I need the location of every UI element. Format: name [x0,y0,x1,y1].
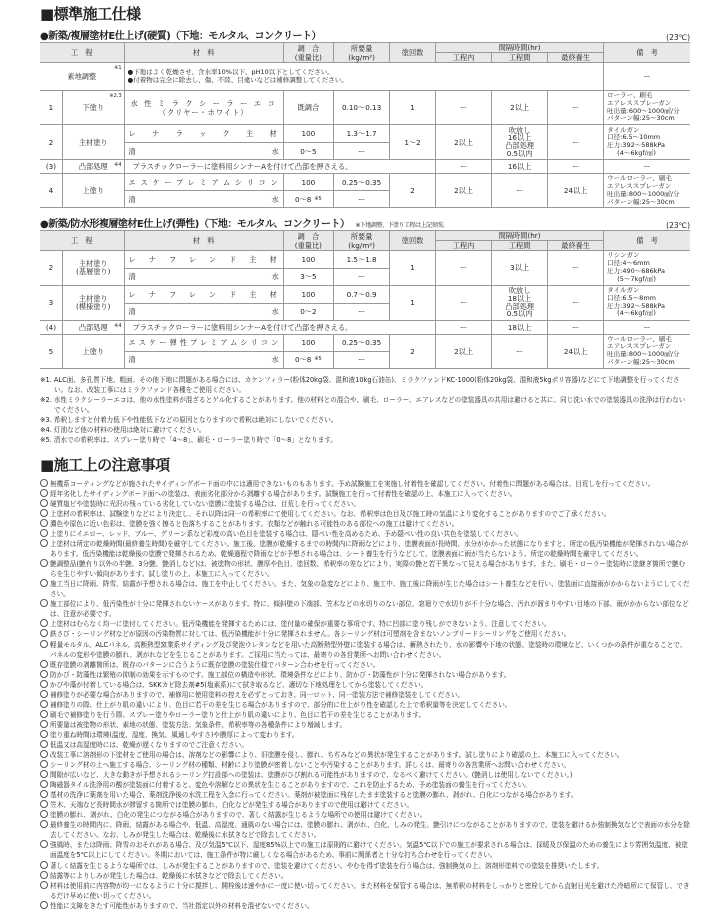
table1-subtitle: ●新築/複層塗材E仕上げ(硬質)（下地：モルタル、コンクリート） [40,31,321,42]
caution-text: 上塗材は所定の乾燥時間(最終養生時間)を厳守してください。施工後、塗膜が乾燥するまでの時間内に降雨などにより、塗膜表面が長時間、水分がかかった状態になりますと、所定の低汚染機能が発揮されない場合があります。低汚染機能は乾燥後の塗膜で発揮されるため、乾燥過程で降雨などが予想される場合は、シート養生を行うなどして、塗膜表面に雨が当たらないよう、所定の乾燥時間を厳守してください。 [50,540,689,559]
caution-text: 鉄さび・シーリング材などが原因の汚染物質に対しては、低汚染機能が十分に発揮されません。各シーリング材は可塑剤を含まないノンブリードシーリングをご使用ください。 [50,630,571,639]
caution-text: 補修塗りが必要な場合がありますので、補修用に使用塗料の控えを必ずとっておき、同一ロット、同一塗装方法で補修塗装をしてください。 [50,690,465,699]
caution-item [40,640,690,660]
caution-text: 笠木、天端など長時間水が滞留する箇所では塗膜の膨れ、白化などが発生する場合がありますので使用は避けてください。 [50,801,414,810]
prep-notes: ●下地はよく乾燥させ、含水率10%以下、pH10以下としてください。 ●付着物は完全に除去し、傷、不陸、目違いなどは補修調整してください。 [124,63,604,91]
header-ratio: 調 合 (重量比) [283,231,333,251]
circle-bullet-icon [40,519,48,527]
circle-bullet-icon [40,640,48,648]
material: レナラック主材 [124,125,283,143]
table1-subheading [40,28,690,42]
table-row [40,251,690,269]
ratio: 既調合 [283,91,333,125]
caution-text: 施工当日に降雨、降雪、結露が予想される場合は、施工を中止してください。また、気象の急変などにより、施工中、施工後に降雨が生じた場合はシート養生などを行い、塗装面に直接雨がかからないようにしてください。 [50,580,690,599]
footnote: ※4. 灯油など他の材料の使用は絶対に避けてください。 [40,425,206,434]
caution-text: 上塗材はむらなく均一に塗付してください。低汚染機能を発揮するためには、塗付量の確保が重要な事項です。特に凹部に塗り残しができないよう、注意してください。 [50,620,551,629]
ratio: 100 [283,251,333,269]
caution-item [40,901,690,911]
caution-text: 低温又は高湿度時には、乾燥が遅くなりますのでご注意ください。 [50,740,248,749]
footnotes [40,375,690,445]
circle-bullet-icon [40,700,48,708]
interval-final: ー [548,251,604,285]
circle-bullet-icon [40,670,48,678]
header-remarks: 備 考 [604,43,690,63]
step-number: 1 [40,91,62,125]
spec-table-elastic [40,230,690,368]
caution-text: 性能に支障をきたす可能性がありますので、当社指定以外の材料を混ぜないでください。 [50,901,314,910]
water: 清 水 [124,303,283,320]
caution-text: 刷毛で補修塗りを行う際、スプレー塗りやローラー塗りと仕上がり肌の違いにより、色目に若干の差を生じることがあります。 [50,710,426,719]
caution-item [40,690,690,700]
circle-bullet-icon [40,720,48,728]
caution-text: 艶調整品(艶有り以外の半艶、3分艶、艶消しなど)は、被塗物の形状、膜厚や色目、塗回数、希釈率の差などにより、実際の艶と若干異なって見える場合があります。また、刷毛・ローラー塗装時に塗継ぎ箇所で艶むらを生じやすい傾向があります。試し塗りの上、本施工に入ってください。 [50,560,686,579]
circle-bullet-icon [40,810,48,818]
header-within: 工程内 [436,53,492,63]
caution-item [40,529,690,539]
caution-text: 塗り重ね時間は環境(温度、湿度、換気、風通しやすさ)や膜厚によって変わります。 [50,730,299,739]
circle-bullet-icon [40,529,48,537]
amount: 0.7〜0.9 [334,285,390,303]
caution-text: 結露等によりしみが発生した場合は、乾燥後に水拭きなどで除去してください。 [50,871,288,880]
amount: ー [334,143,390,160]
caution-item [40,539,690,559]
material: 水性ミラクシーラーエコ （クリヤー・ホワイト） [124,91,283,125]
step-number: 4 [40,174,62,208]
caution-text: シーリング材の上へ施工する場合、シーリング材の種類、材齢により塗膜が密着しないことや汚染することがあります。詳しくは、最寄りの各営業所へお問い合わせください。 [50,761,571,770]
ratio: 0〜8 $^{※5}$ [283,351,333,368]
interval-within: ー [436,285,492,320]
amount: 1.5〜1.8 [334,251,390,269]
interval-within: 2以上 [436,125,492,160]
interval-within: 2以上 [436,174,492,208]
coats: 2 [390,334,436,368]
material: エスケープレミアムシリコン [124,174,283,191]
amount: 0.25〜0.35 [334,334,390,351]
caution-text: 陶磁器タイル洗浄用の酸が塗装面に付着すると、変色や溶解などの異状を生じることがありますので、これを防止するため、予め塗装面の養生を行ってください。 [50,781,531,790]
process-name: 凸部処理 ※4 [62,160,124,174]
interval-final: ー [548,125,604,160]
caution-item [40,780,690,790]
circle-bullet-icon [40,710,48,718]
interval-final: 24以上 [548,174,604,208]
interval-between: 吹放し 16以上 凸部処理 0.5以内 [492,125,548,160]
remarks: ローラー、刷毛 エアレススプレーガン 吐出量:600〜1000㎖/分 パターン幅:25〜30cm [604,91,690,125]
caution-text: 強風時、または降雨、降雪のおそれがある場合、及び気温5℃以下、湿度85%以上での施工は原則的に避けてください。気温5℃以下での施工が要求される場合は、採暖及び保温のための養生により雰囲気温度、被塗面温度を5℃以上にしてください。冬期においては、施工条件が特に厳しくなる場合があるため、事前に関係者と十分な打ち合わせを行ってください。 [50,841,688,860]
header-final: 最終養生 [548,241,604,251]
caution-item [40,840,690,860]
section-title-cautions: ■施工上の注意事項 [40,455,170,474]
circle-bullet-icon [40,861,48,869]
coats: 2 [390,174,436,208]
circle-bullet-icon [40,820,48,828]
caution-item [40,710,690,720]
table-row [40,125,690,143]
process-name: 主材塗り (模様塗り) [62,285,124,320]
caution-text: 最終養生の時間内に、降雨、結露がある場合や、低温、高湿度、通風のない場合には、塗膜の膨れ、剥がれ、白化、しみの発生、艶引けにつながることがありますので、塗装を避けるか強制換気などで表面の水分を除去してください。なお、しみが発生した場合は、乾燥後に水拭きなどで除去してください。 [50,821,690,840]
caution-text: 防かび・防藻性は繁殖の抑制の効果を示すものです。施工部位の構造や形状、環境条件などにより、防かび・防藻性が十分に発揮されない場合があります。 [50,670,511,679]
circle-bullet-icon [40,680,48,688]
table2-subtitle: ●新築/防水形複層塗材E仕上げ(弾性)（下地：モルタル、コンクリート） ※下地調整、下塗り工程は上記参照。 [40,219,448,231]
circle-bullet-icon [40,599,48,607]
circle-bullet-icon [40,489,48,497]
header-coats: 塗回数 [390,231,436,251]
interval-between: ー [492,334,548,368]
interval-between: 2以上 [492,91,548,125]
caution-item [40,680,690,690]
document-page [40,0,690,911]
interval-between: ー [492,174,548,208]
caution-item [40,479,690,489]
amount: 1.3〜1.7 [334,125,390,143]
cautions-list [40,479,690,911]
interval-final: ー [548,160,604,174]
process-name: 主材塗り [62,125,124,160]
caution-item [40,881,690,901]
remarks: ー [604,320,690,334]
caution-item [40,740,690,750]
header-process: 工 程 [40,43,124,63]
caution-item [40,599,690,619]
circle-bullet-icon [40,730,48,738]
interval-within: ー [436,160,492,174]
header-coats: 塗回数 [390,43,436,63]
caution-text: 上塗材の希釈率は、試験塗りなどにより決定し、それ以降は同一の希釈率にて使用してください。なお、希釈率は色目及び施工時の気温により変化することがありますのでご了承ください。 [50,509,611,518]
caution-text: 濃色や原色に近い色彩は、塗膜を強く擦ると色落ちすることがあります。衣類などが触れる可能性のある部位への施工は避けてください。 [50,519,459,528]
remarks: タイルガン 口径:6.5〜10mm 圧力:392〜588kPa (4〜6kgf/㎠) [604,125,690,160]
coats: 1〜2 [390,125,436,160]
table-row [40,174,690,191]
ratio: 100 [283,285,333,303]
step-number: 2 [40,125,62,160]
process-name: 凸部処理 ※4 [62,320,124,334]
interval-between: 16以上 [492,160,548,174]
header-remarks: 備 考 [604,231,690,251]
table-row-prep [40,63,690,91]
caution-text: 所要量は被塗物の形状、素地の状態、塗装方法、気象条件、希釈率等の各種条件により増減します。 [50,720,347,729]
caution-item [40,790,690,800]
remarks: ー [604,63,690,91]
caution-text: 材料は使用前に内容物が均一になるように十分に撹拌し、開栓後は速やかに一度に使い切ってください。また材料を保管する場合は、無希釈の材料をしっかりと密栓してから直射日光を避けた冷暗所にて保管し、できるだけ早めに使い切ってください。 [50,881,690,900]
header-within: 工程内 [436,241,492,251]
caution-text: 補修塗りの際、仕上がり肌の違いにより、色目に若干の差を生じる場合がありますので、部分的に仕上がり性を確認した上で希釈量等を決定してください。 [50,700,512,709]
caution-text: 間隙が広いなど、大きな動きが予想されるシーリング打設部への塗装は、塗膜がひび割れる可能性がありますので、なるべく避けてください。(艶消しは使用しないでください。) [50,771,573,780]
ratio: 100 [283,125,333,143]
coats: 1 [390,285,436,320]
caution-item [40,820,690,840]
circle-bullet-icon [40,750,48,758]
step-number: 2 [40,251,62,285]
remarks: リシンガン 口径:4〜6mm 圧力:490〜686kPa (5〜7kgf/㎠) [604,251,690,285]
amount: ー [334,351,390,368]
amount: ー [334,191,390,208]
interval-within: ー [436,251,492,285]
caution-item [40,770,690,780]
ratio: 3〜5 [283,268,333,285]
caution-item [40,519,690,529]
coats: 1 [390,251,436,285]
footnote: ※2. 水性ミラクシーラーエコは、他の水性塗料が混ざるとゲル化することがあります。他の材料との混合や、刷毛、ローラー、エアレスなどの塗装器具の共用は避けると共に、同じ洗い水での塗装器具の洗浄は行わないでください。 [40,395,686,414]
step-number: 5 [40,334,62,368]
circle-bullet-icon [40,690,48,698]
remarks: タイルガン 口径:6.5〜8mm 圧力:392〜588kPa (4〜6kgf/㎠) [604,285,690,320]
material: レナフレンド主材 [124,251,283,269]
amount: ー [334,303,390,320]
table-row [40,320,690,334]
caution-item [40,660,690,670]
table-header-row [40,231,690,241]
circle-bullet-icon [40,660,48,668]
caution-item [40,810,690,820]
circle-bullet-icon [40,619,48,627]
caution-item [40,509,690,519]
table2-temperature: (23℃) [666,221,690,231]
caution-text: 著しく結露を生じるような場所では、しみが発生することがありますので、塗装を避けてください。やむを得ず塗装を行う場合は、強制換気の上、溶剤形塗料での塗装を推奨いたします。 [50,861,604,870]
circle-bullet-icon [40,740,48,748]
circle-bullet-icon [40,840,48,848]
interval-final: 24以上 [548,334,604,368]
interval-within: ー [436,91,492,125]
step-number: (3) [40,160,62,174]
circle-bullet-icon [40,901,48,909]
header-interval: 間隔時間(hr) [436,231,604,241]
header-between: 工程間 [492,53,548,63]
process-name: 上塗り [62,174,124,208]
header-material: 材 料 [124,43,283,63]
header-ratio: 調 合 (重量比) [283,43,333,63]
interval-final: ー [548,91,604,125]
header-material: 材 料 [124,231,283,251]
ratio: 100 [283,174,333,191]
table-row [40,91,690,125]
caution-item [40,720,690,730]
table-row [40,285,690,303]
circle-bullet-icon [40,800,48,808]
circle-bullet-icon [40,479,48,487]
table2-subheading [40,216,690,230]
material: エスケー弾性プレミアムシリコン [124,334,283,351]
process-instruction: プラスチックローラーに塗料用シンナーAを付けて凸部を押さえる。 [124,160,436,174]
water: 清 水 [124,268,283,285]
caution-item [40,800,690,810]
caution-item [40,670,690,680]
caution-item [40,489,690,499]
step-number: (4) [40,320,62,334]
circle-bullet-icon [40,509,48,517]
interval-between: 18以上 [492,320,548,334]
process-name: 上塗り [62,334,124,368]
caution-item [40,499,690,509]
process-name: 主材塗り (基層塗り) [62,251,124,285]
caution-text: 上塗りにイエロー、レッド、ブルー、グリーン系など彩度の高い色目を塗装する場合は、隠ぺい性を高めるため、予め隠ぺい性の良い共色を塗装してください。 [50,529,523,538]
interval-final: ー [548,320,604,334]
spec-table-hard [40,42,690,208]
caution-text: 改装工事に溶剤形の下塗材をご使用の場合は、溶剤などの影響により、旧塗膜を侵し、膨れ、ちぢみなどの異状が発生することがあります。試し塗りにより確認の上、本施工に入ってください。 [50,751,624,760]
circle-bullet-icon [40,559,48,567]
circle-bullet-icon [40,871,48,879]
amount: 0.25〜0.35 [334,174,390,191]
ratio: 0〜8 $^{※5}$ [283,191,333,208]
header-interval: 間隔時間(hr) [436,43,604,53]
circle-bullet-icon [40,579,48,587]
footnote: ※1. ALC面、多孔質下地、粗面、その他下地に問題がある場合には、カケンフィラー(粉体20kg袋、混和液10kg石油缶)、ミラクファンドKC-1000(粉体20kg袋、混和液5kgポリ容器)などにて下地調整を行ってください。なお、改装工事にはミラクファンド各種をご使用ください。 [40,375,680,394]
process-name: 素地調整 ※1 [40,63,124,91]
remarks: ウールローラー、刷毛 エアレススプレーガン 吐出量:800〜1000㎖/分 パターン幅:25〜30cm [604,334,690,368]
circle-bullet-icon [40,881,48,889]
circle-bullet-icon [40,499,48,507]
table-row [40,334,690,351]
remarks: ウールローラー、刷毛 エアレススプレーガン 吐出量:800〜1000㎖/分 パターン幅:25〜30cm [604,174,690,208]
caution-item [40,871,690,881]
caution-item [40,629,690,639]
interval-between: 吹放し 18以上 凸部処理 0.5以内 [492,285,548,320]
circle-bullet-icon [40,770,48,778]
caution-item [40,619,690,629]
ratio: 100 [283,334,333,351]
caution-text: 基材の洗浄に薬剤を用いた場合、薬剤洗浄後の水洗工程を入念に行ってください。薬剤が被塗面に残存したまま塗装すると塗膜の膨れ、剥がれ、白化につながる場合があります。 [50,791,578,800]
coats: 1 [390,91,436,125]
water: 清 水 [124,191,283,208]
circle-bullet-icon [40,629,48,637]
material: レナフレンド主材 [124,285,283,303]
interval-final: ー [548,285,604,320]
table1-temperature: (23℃) [666,33,690,42]
header-amount: 所要量 (kg/m²) [334,43,390,63]
caution-text: かびや藻が付着している場合は、SKKカビ除去剤#5(塩素系)にて拭き取るなど、適切な下地処理をしてから塗装してください。 [50,680,428,689]
caution-text: 経年劣化したサイディングボード面への塗装は、表面劣化部分から剥離する場合があります。試験施工を行って付着性を確認の上、本施工に入ってください。 [50,489,517,498]
water: 清 水 [124,351,283,368]
header-final: 最終養生 [548,53,604,63]
caution-item [40,760,690,770]
interval-between: 3以上 [492,251,548,285]
caution-item [40,559,690,579]
water: 清 水 [124,143,283,160]
table-header-row [40,43,690,53]
circle-bullet-icon [40,539,48,547]
caution-text: 施工部位により、低汚染性が十分に発揮されないケースがあります。特に、傾斜壁の下端部、笠木などの水切りのない部位、窓廻りで水切りが不十分な場合、汚れが溜まりやすい目地の下部、雨がかからない部位などは、注意が必要です。 [50,600,689,619]
header-between: 工程間 [492,241,548,251]
caution-item [40,750,690,760]
caution-text: 硬質塩ビや塗装時に光沢の残っている劣化していない塗膜に塗装する場合は、目荒しを行ってください。 [50,499,360,508]
ratio: 0〜2 [283,303,333,320]
caution-item [40,579,690,599]
caution-item [40,730,690,740]
caution-text: 塗膜の膨れ、剥がれ、白化の発生につながる場合がありますので、著しく結露が生じるような場所での使用は避けてください。 [50,811,427,820]
caution-text: 既存塗膜の剥離箇所は、既存のパターンに合うように既存塗膜の塗装仕様でパターン合わせを行ってください。 [50,660,380,669]
amount: 0.10〜0.13 [334,91,390,125]
footnote: ※3. 希釈しますと付着力低下や性能低下などの原因となりますので希釈は絶対にしないでください。 [40,415,338,424]
ratio: 0〜5 [283,143,333,160]
circle-bullet-icon [40,780,48,788]
caution-item [40,861,690,871]
interval-within: 2以上 [436,334,492,368]
amount: ー [334,268,390,285]
step-number: 3 [40,285,62,320]
process-name: 下塗り ※2,3 [62,91,124,125]
circle-bullet-icon [40,790,48,798]
interval-within: ー [436,320,492,334]
caution-text: 無機系コーティングなどが施されたサイディングボード面の中には適用できないものもあります。予め試験施工を実施し付着性を確認してください。付着性に問題がある場合は、目荒しを行ってください。 [50,479,655,488]
caution-item [40,700,690,710]
section-title-standard-spec: ■標準施工仕様 [40,5,141,23]
table-row [40,160,690,174]
circle-bullet-icon [40,760,48,768]
footnote: ※5. 清水での希釈率は、スプレー塗り時で「4〜8」、刷毛・ローラー塗り時で「0〜8」となります。 [40,435,337,444]
process-instruction: プラスチックローラーに塗料用シンナーAを付けて凸部を押さえる。 [124,320,436,334]
caution-text: 軽量モルタル、ALCパネル、高断熱型窯業系サイディング及び発泡ウレタンなどを用いた高断熱型外壁に塗装する場合は、蓄熱されたり、水の影響や下地の状態、塗装時の環境など、いくつかの条件が重なることで、パネルの変形や塗膜の膨れ、剥がれなどを生じることがあります。ご採用に当たっては、最寄りの各営業所へお問い合わせください。 [50,640,687,659]
header-process: 工 程 [40,231,124,251]
remarks: ー [604,160,690,174]
header-amount: 所要量 (kg/m²) [334,231,390,251]
